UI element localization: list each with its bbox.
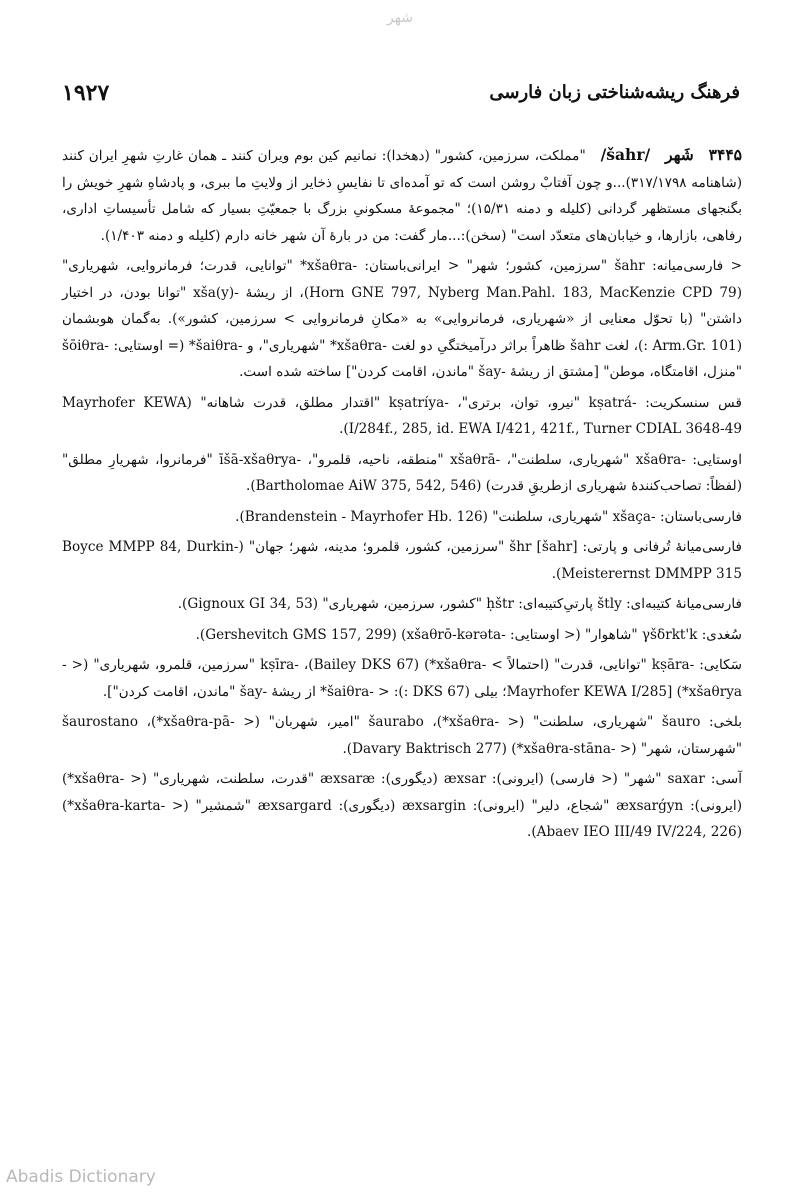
watermark: Abadis Dictionary xyxy=(6,1167,156,1187)
avestan-paragraph: اوستایی: -xšaθra "شهریاری، سلطنت"، -xšaθrā "منطقه، ناحیه، قلمرو"، -īšā-xšaθrya "فرمانروا، شهریارِ مطلق" (لفظاً: تصاحب‌کنندهٔ شهریاری ازطریقِ قدرت) (Bartholomae AiW 375, 542, 546). xyxy=(62,451,742,494)
entry-number: ۳۴۴۵ xyxy=(708,145,742,164)
page-header xyxy=(62,80,740,110)
khotanese-paragraph: سَکایی: -kṣāra "توانایی، قدرت" (احتمالاً > -xšaθra*) (Bailey DKS 67)، -kṣīra "سرزمین، قلمرو، شهریاری" (< -xšaθrya*) [Mayrhofer KEWA I/285؛ بیلی (DKS 67 :): < -šaiθra* از ریشهٔ -šay "ماندن، اقامت کردن"]. xyxy=(62,657,743,700)
old-persian-paragraph: فارسی‌باستان: -xšaça "شهریاری، سلطنت" (Brandenstein - Mayrhofer Hb. 126). xyxy=(235,508,742,525)
page-number: ۱۹۲۷ xyxy=(62,80,110,106)
book-title: فرهنگ ریشه‌شناختی زبان فارسی xyxy=(489,82,740,103)
sogdian-paragraph: سُغدی: γšδrkt'k "شاهوار" (< اوستایی: -xšaθrō-kərəta) (Gershevitch GMS 157, 299). xyxy=(195,626,742,643)
entry-paragraph xyxy=(62,142,742,249)
turfan-parthian-paragraph: فارسی‌میانهٔ تُرفانی و پارتی: šhr [šahr] "سرزمین، کشور، قلمرو؛ مدینه، شهر؛ جهان" (Boyce MMPP 84, Durkin-Meisterernst DMMPP 315). xyxy=(62,539,742,582)
top-word: شهر xyxy=(387,10,413,26)
etymology-paragraph: < فارسی‌میانه: šahr "سرزمین، کشور؛ شهر" < ایرانی‌باستان: -xšaθra* "توانایی، قدرت؛ فرمانروایی، شهریاری" (Horn GNE 797, Nyberg Man.Pahl. 183, MacKenzie CPD 79)، از ریشهٔ -(xša(y "توانا بودن، در اختیار داشتن" (با تحوّل معنایی از «شهریاری، فرمانروایی» به «مکانِ فرمانروایی > سرزمین، کشور»). به‌گمان هوبشمان (Arm.Gr. 101 :)، لغت šahr ظاهراً براثر درآمیختگیِ دو لغت -xšaθra* "شهریاری"، و -šaiθra* (= اوستایی: -šōiθra "منزل، اقامتگاه، موطن" [مشتق از ریشهٔ -šay "ماندن، اقامت کردن"] ساخته شده است. xyxy=(62,258,743,380)
entry-text: "مملکت، سرزمین، کشور" (دهخدا): نمانیم کین بوم ویران کنند ـ همان غارتِ شهرِ ایران کنند (شاهنامه ۳۱۷/۱۷۹۸)...و چون آفتابْ روشن است که تو آمده‌ای تا نفایسِ ذخایر از ولایتِ ما ببری، و پادشاهِ شهرِ خویش را بگنجهای مستظهر گردانی (کلیله و دمنه ۱۵/۳۱)؛ "مجموعهٔ مسکونیِ بزرگ با جمعیّتِ بسیار که شامل تأسیساتِ اداری، رفاهی، بازارها، و خیابان‌های متعدّد است" (سخن):...مار گفت: من در بارهٔ آن شهر خانه دارم (کلیله و دمنه ۱/۴۰۳). xyxy=(62,148,743,244)
sanskrit-paragraph: قس سنسکریت: -kṣatrá "نیرو، توان، برتری"، -kṣatríya "اقتدار مطلق، قدرت شاهانه" (Mayrhofer KEWA I/284f., 285, id. EWA I/421, 421f., Turner CDIAL 3648-49). xyxy=(62,394,742,437)
inscriptional-paragraph: فارسی‌میانهٔ کتیبه‌ای: štly پارتیِ‌کتیبه‌ای: ḥštr "کشور، سرزمین، شهریاری" (Gignoux GI 34, 53). xyxy=(177,596,742,612)
bactrian-paragraph: بلخی: šauro "شهریاری، سلطنت" (< -xšaθra*)، šaurabo "امیر، شهربان" (< -xšaθra-pā*)، šaurostano "شهرستان، شهر" (< -xšaθra-stāna*) (Davary Baktrisch 277). xyxy=(62,714,742,757)
ossetic-paragraph: آسی: saxar "شهر" (< فارسی) (ایرونی): æxsar (دیگوری): æxsaræ "قدرت، سلطنت، شهریاری" (< -xšaθra*) (ایرونی): æxsarǵyn "شجاع، دلیر" (ایرونی): æxsargin (دیگوری): æxsargard "شمشیر" (< -xšaθra-karta*) (Abaev IEO III/49 IV/224, 226). xyxy=(62,771,743,840)
entry-content xyxy=(62,142,742,846)
entry-transcription: /šahr/ xyxy=(600,145,651,164)
entry-headword: شَهر xyxy=(665,145,694,164)
